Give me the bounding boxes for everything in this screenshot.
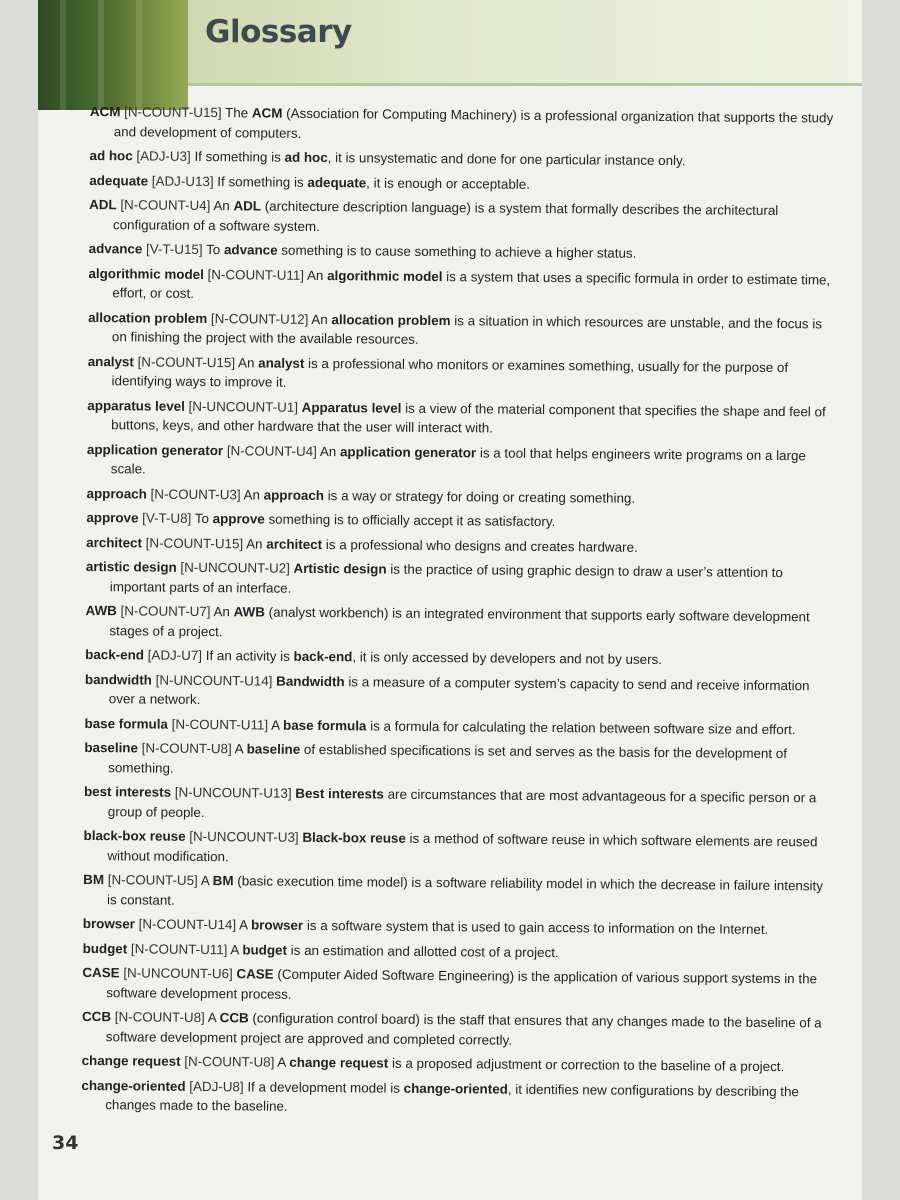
glossary-reference: [N-COUNT-U8] [141, 740, 232, 757]
definition-text: is a formula for calculating the relation between software size and effort. [370, 717, 796, 737]
glossary-entry [83, 826, 835, 872]
definition-text: An [246, 535, 263, 552]
definition-text: A [200, 872, 210, 889]
definition-term: application generator [339, 443, 477, 460]
glossary-list [81, 102, 842, 1126]
definition-text: is a professional who designs and creates hardware. [325, 536, 638, 555]
definition-text: (Association for Computing Machinery) is a professional organization that supports the study and development of computers. [113, 105, 834, 141]
glossary-reference: [N-COUNT-U8] [184, 1053, 275, 1070]
glossary-reference: [N-COUNT-U15] [137, 353, 236, 370]
definition-text: is a professional who monitors or examines something, usually for the purpose of identifying ways to improve it. [111, 355, 789, 390]
definition-text: If something is [217, 173, 304, 190]
glossary-entry [88, 263, 840, 309]
header-stripe [136, 0, 142, 110]
glossary-entry [84, 782, 836, 828]
glossary-entry [82, 963, 834, 1009]
glossary-entry [90, 102, 842, 148]
glossary-term: browser [82, 915, 135, 932]
glossary-entry [88, 307, 840, 353]
glossary-term: bandwidth [84, 671, 152, 688]
glossary-reference: [N-UNCOUNT-U2] [180, 559, 290, 576]
glossary-entry [89, 146, 841, 172]
definition-text: An [213, 604, 230, 620]
glossary-term: change-oriented [81, 1077, 186, 1094]
glossary-term: CASE [82, 964, 120, 981]
definition-text: , it is only accessed by developers and not by users. [352, 649, 663, 668]
definition-term: base formula [282, 717, 367, 733]
glossary-reference: [N-UNCOUNT-U3] [189, 828, 299, 845]
glossary-entry [87, 439, 839, 485]
glossary-term: adequate [89, 172, 149, 189]
glossary-reference: [N-UNCOUNT-U13] [174, 784, 292, 801]
glossary-entry [86, 508, 838, 534]
definition-term: ADL [233, 198, 262, 214]
glossary-term: architect [86, 534, 143, 550]
glossary-term: black-box reuse [83, 827, 186, 844]
glossary-term: ad hoc [89, 147, 133, 164]
definition-text: (analyst workbench) is an integrated environment that supports early software development stages of a project. [109, 604, 810, 639]
definition-text: A [207, 1010, 217, 1026]
definition-term: change request [289, 1054, 389, 1071]
definition-term: Best interests [295, 785, 384, 802]
glossary-term: BM [83, 871, 105, 888]
definition-text: is an estimation and allotted cost of a project. [290, 942, 559, 960]
glossary-reference: [N-COUNT-U15] [124, 104, 222, 121]
glossary-reference: [N-COUNT-U11] [171, 716, 269, 733]
glossary-entry [85, 645, 837, 671]
glossary-entry [89, 195, 841, 241]
glossary-reference: [N-UNCOUNT-U14] [155, 672, 273, 689]
glossary-term: CCB [81, 1008, 112, 1025]
definition-text: is a method of software reuse in which software elements are reused without modification. [107, 830, 818, 864]
glossary-term: back-end [85, 646, 145, 663]
glossary-term: ADL [89, 196, 117, 213]
definition-term: ACM [251, 105, 283, 121]
definition-term: AWB [233, 604, 265, 620]
definition-term: baseline [246, 741, 301, 757]
definition-text: An [319, 443, 337, 459]
definition-text: If an activity is [205, 648, 290, 664]
definition-term: ad hoc [284, 149, 328, 166]
glossary-term: best interests [83, 783, 172, 800]
definition-text: An [238, 354, 255, 370]
glossary-term: apparatus level [87, 397, 185, 414]
glossary-entry [85, 669, 837, 715]
glossary-term: artistic design [85, 558, 177, 575]
page-title: Glossary [205, 14, 352, 50]
glossary-reference: [N-COUNT-U7] [120, 603, 211, 620]
glossary-term: advance [88, 240, 143, 257]
glossary-reference: [N-COUNT-U5] [107, 872, 198, 888]
glossary-term: analyst [87, 353, 134, 369]
glossary-entry [89, 239, 841, 265]
definition-text: , it is unsystematic and done for one particular instance only. [327, 150, 686, 169]
definition-text: The [225, 105, 249, 121]
glossary-reference: [V-T-U8] [142, 510, 192, 526]
glossary-term: algorithmic model [88, 265, 204, 282]
definition-term: analyst [258, 354, 305, 371]
definition-text: something is to cause something to achieve a higher status. [281, 242, 637, 261]
definition-term: Bandwidth [276, 673, 345, 689]
glossary-term: approach [86, 485, 147, 502]
definition-text: , it is enough or acceptable. [366, 174, 531, 192]
definition-text: To [206, 242, 221, 258]
glossary-entry [83, 870, 835, 916]
glossary-term: change request [81, 1052, 181, 1069]
definition-term: architect [266, 536, 323, 552]
definition-term: BM [212, 873, 234, 889]
glossary-entry [82, 1007, 834, 1053]
definition-term: advance [223, 242, 278, 258]
glossary-term: AWB [85, 602, 117, 619]
definition-term: CCB [219, 1010, 249, 1026]
glossary-entry [83, 938, 835, 964]
glossary-entry [87, 395, 839, 441]
definition-text: An [311, 311, 328, 327]
definition-text: is a tool that helps engineers write programs on a large scale. [110, 444, 806, 477]
definition-term: allocation problem [331, 311, 451, 328]
definition-term: change-oriented [403, 1080, 508, 1097]
glossary-term: budget [82, 940, 128, 956]
glossary-entry [86, 557, 838, 603]
definition-term: Artistic design [293, 560, 387, 577]
glossary-reference: [N-COUNT-U15] [145, 535, 244, 551]
glossary-reference: [N-COUNT-U14] [138, 916, 237, 933]
definition-text: (configuration control board) is the staff that ensures that any changes made to the baseline of a software development project are approved and completed correctly. [105, 1010, 822, 1048]
glossary-term: ACM [89, 103, 121, 120]
glossary-reference: [ADJ-U3] [136, 148, 191, 164]
definition-text: , it identifies new configurations by describing the changes made to the baseline. [105, 1081, 799, 1114]
definition-text: An [243, 486, 261, 502]
glossary-reference: [ADJ-U7] [147, 647, 203, 663]
definition-text: is a situation in which resources are unstable, and the focus is on finishing the project with the available resources. [111, 312, 823, 347]
glossary-entry [89, 170, 841, 196]
glossary-entry [82, 1051, 834, 1077]
definition-text: If a development model is [247, 1078, 401, 1096]
definition-text: is a software system that is used to gain access to information on the Internet. [306, 917, 769, 937]
glossary-reference: [N-UNCOUNT-U6] [123, 965, 233, 982]
definition-term: approve [212, 511, 265, 527]
definition-text: (basic execution time model) is a software reliability model in which the decrease in failure intensity is constant. [106, 873, 824, 908]
glossary-entry [81, 1075, 833, 1121]
definition-text: is a view of the material component that specifies the shape and feel of buttons, keys, and other hardware that the user will interact with. [111, 400, 826, 436]
book-page [38, 0, 862, 1200]
definition-text: An [306, 267, 324, 283]
definition-text: is a way or strategy for doing or creating something. [327, 487, 636, 506]
header-stripe [98, 0, 104, 110]
glossary-entry [84, 713, 836, 739]
glossary-entry [85, 601, 837, 647]
definition-term: back-end [293, 648, 353, 665]
definition-text: are circumstances that are most advantageous for a specific person or a group of people. [107, 786, 817, 820]
definition-term: Apparatus level [301, 399, 402, 416]
glossary-term: allocation problem [88, 309, 208, 326]
glossary-term: application generator [86, 441, 224, 458]
glossary-term: base formula [84, 715, 169, 732]
definition-text: An [213, 198, 230, 214]
glossary-reference: [N-COUNT-U3] [150, 486, 241, 502]
glossary-reference: [N-COUNT-U4] [120, 197, 211, 214]
glossary-reference: [N-COUNT-U4] [226, 442, 317, 459]
definition-text: (Computer Aided Software Engineering) is the application of various support systems in the software development process. [106, 966, 818, 1002]
header-stripe [60, 0, 66, 110]
glossary-reference: [ADJ-U13] [151, 173, 214, 189]
definition-text: A [277, 1054, 286, 1070]
glossary-reference: [N-COUNT-U8] [114, 1009, 205, 1026]
glossary-term: approve [86, 509, 139, 526]
definition-text: To [194, 510, 210, 527]
glossary-entry [83, 914, 835, 940]
definition-text: of established specifications is set and serves as the basis for the development of something. [108, 741, 788, 776]
glossary-entry [87, 351, 839, 397]
definition-term: algorithmic model [327, 267, 443, 284]
definition-text: is a system that uses a specific formula in order to estimate time, effort, or cost. [112, 268, 831, 301]
glossary-entry [86, 532, 838, 558]
definition-text: is a proposed adjustment or correction to the baseline of a project. [391, 1055, 785, 1075]
definition-text: A [271, 717, 280, 733]
definition-text: is the practice of using graphic design to draw a user’s attention to important parts of an interface. [109, 561, 783, 596]
definition-text: A [230, 941, 239, 957]
glossary-reference: [ADJ-U8] [189, 1078, 244, 1094]
definition-term: adequate [307, 174, 367, 190]
glossary-entry [84, 738, 836, 784]
glossary-reference: [N-COUNT-U12] [210, 310, 309, 327]
definition-term: browser [250, 917, 304, 933]
glossary-entry [87, 483, 839, 509]
glossary-reference: [N-UNCOUNT-U1] [188, 398, 299, 415]
header-color-block [38, 0, 188, 110]
definition-term: budget [242, 941, 288, 958]
definition-text: (architecture description language) is a system that formally describes the architectural configuration of a software system. [112, 198, 779, 234]
glossary-reference: [N-COUNT-U11] [207, 266, 305, 283]
definition-term: Black-box reuse [302, 829, 406, 846]
definition-term: approach [263, 487, 325, 503]
definition-text: something is to officially accept it as satisfactory. [268, 511, 556, 530]
glossary-term: baseline [84, 739, 139, 756]
glossary-reference: [V-T-U15] [145, 241, 203, 257]
definition-text: If something is [194, 148, 281, 165]
glossary-reference: [N-COUNT-U11] [130, 940, 228, 957]
definition-text: A [234, 741, 243, 757]
definition-term: CASE [236, 966, 274, 982]
page-number: 34 [52, 1132, 79, 1154]
definition-text: is a measure of a computer system’s capacity to send and receive information over a network. [108, 673, 810, 707]
definition-text: A [239, 917, 248, 933]
